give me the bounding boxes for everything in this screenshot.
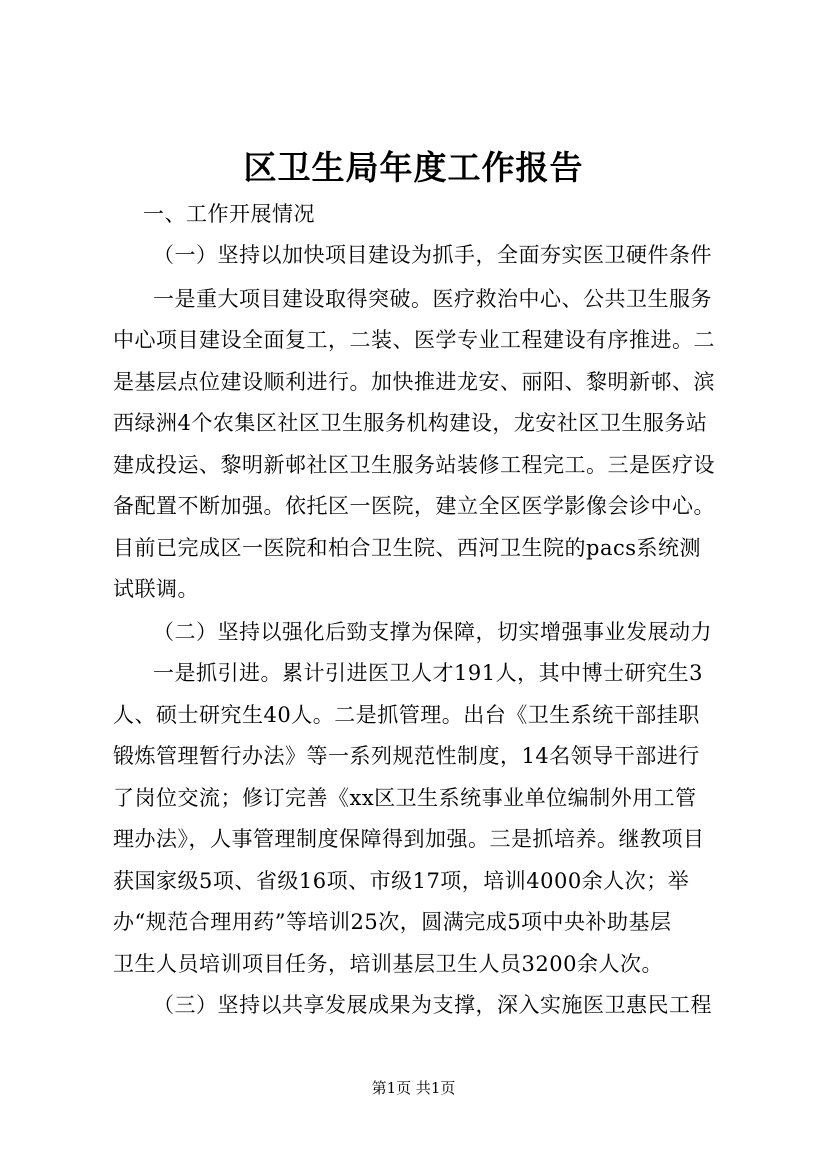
paragraph-line: 一是重大项目建设取得突破。医疗救治中心、公共卫生服务 bbox=[153, 287, 712, 311]
paragraph-line: 理办法》，人事管理制度保障得到加强。三是抓培养。继教项目 bbox=[113, 827, 705, 851]
paragraph-line: 目前已完成区一医院和柏合卫生院、西河卫生院的pacs系统测 bbox=[113, 536, 701, 560]
paragraph-line: 是基层点位建设顺利进行。加快推进龙安、丽阳、黎明新邨、滨 bbox=[113, 370, 715, 394]
paragraph-line: 了岗位交流；修订完善《xx区卫生系统事业单位编制外用工管 bbox=[113, 786, 697, 810]
subsection-heading: （三）坚持以共享发展成果为支撑，深入实施医卫惠民工程 bbox=[153, 993, 712, 1017]
paragraph-line: 锻炼管理暂行办法》等一系列规范性制度，14名领导干部进行 bbox=[113, 744, 700, 768]
paragraph-line: 获国家级5项、省级16项、市级17项，培训4000余人次；举 bbox=[113, 869, 690, 893]
paragraph-line: 试联调。 bbox=[113, 577, 199, 601]
paragraph-line: 建成投运、黎明新邨社区卫生服务站装修工程完工。三是医疗设 bbox=[113, 453, 715, 477]
paragraph-line: 西绿洲4个农集区社区卫生服务机构建设，龙安社区卫生服务站 bbox=[113, 411, 708, 435]
subsection-heading: （二）坚持以强化后勁支撑为保障，切实增强事业发展动力 bbox=[153, 620, 712, 644]
paragraph-line: 一是抓引进。累计引进医卫人才191人，其中博士研究生3 bbox=[153, 661, 703, 685]
paragraph-line: 人、硕士研究生40人。二是抓管理。出台《卫生系统干部挂职 bbox=[113, 703, 700, 727]
section-heading: 一、工作开展情况 bbox=[143, 202, 315, 226]
paragraph-line: 办“规范合理用药”等培训25次，圆满完成5项中央补助基层 bbox=[113, 910, 672, 934]
subsection-heading: （一）坚持以加快项目建设为抓手，全面夯实医卫硬件条件 bbox=[153, 243, 712, 267]
paragraph-line: 备配置不断加强。依托区一医院，建立全区医学影像会诊中心。 bbox=[113, 494, 715, 518]
paragraph-line: 中心项目建设全面复工，二装、医学专业工程建设有序推进。二 bbox=[113, 328, 715, 352]
paragraph-line: 卫生人员培训项目任务，培训基层卫生人员3200余人次。 bbox=[113, 952, 663, 976]
document-title: 区卫生局年度工作报告 bbox=[243, 148, 584, 187]
page-footer: 第1页 共1页 bbox=[371, 1079, 456, 1097]
